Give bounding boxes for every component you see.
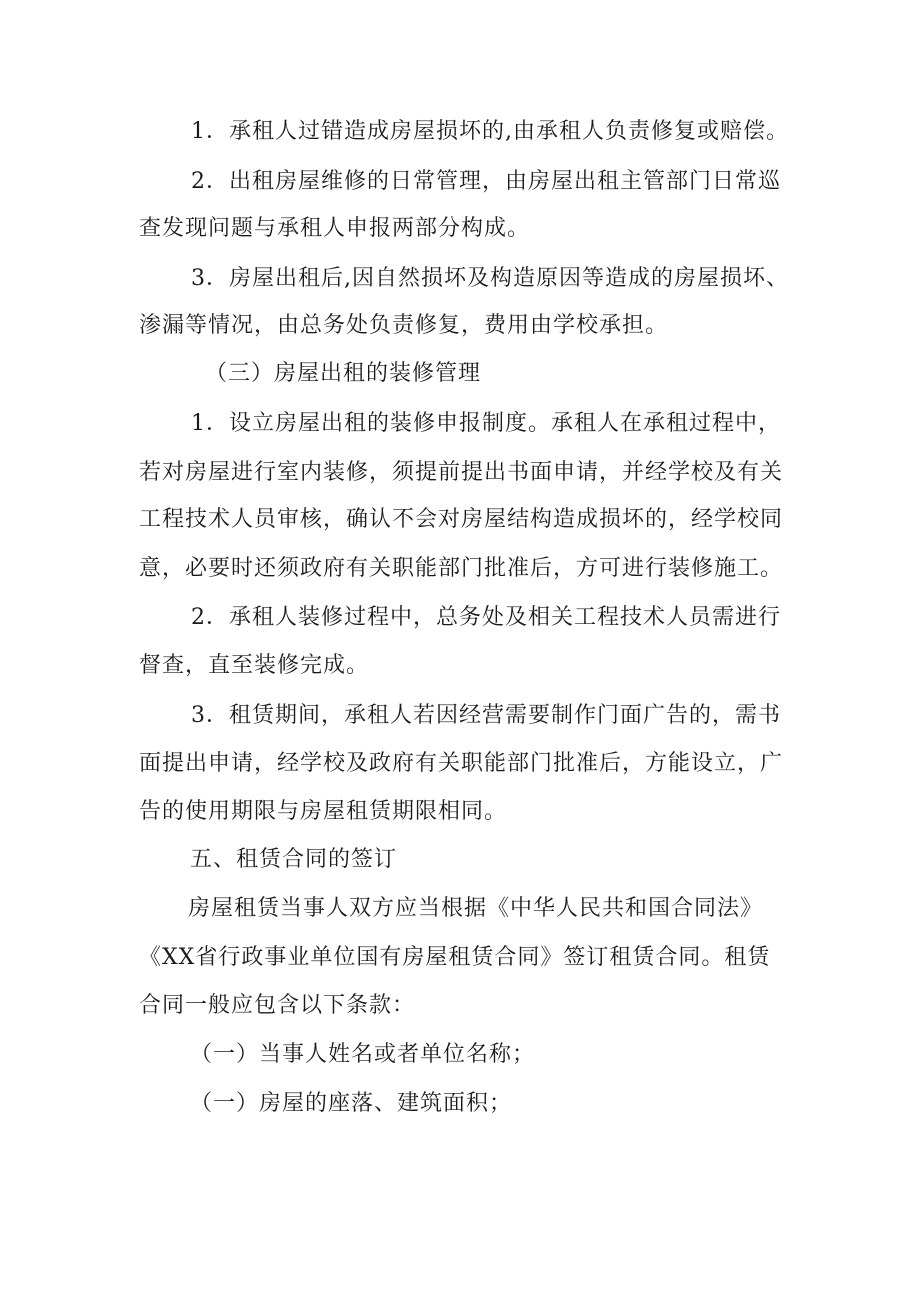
paragraph-line: 2．出租房屋维修的日常管理，由房屋出租主管部门日常巡 (191, 169, 781, 194)
paragraph-line: 查发现问题与承租人申报两部分构成。 (139, 216, 531, 241)
paragraph-line: 督查，直至装修完成。 (139, 653, 370, 678)
paragraph-line: 3．租赁期间，承租人若因经营需要制作门面广告的，需书 (191, 703, 781, 728)
section-heading: 五、租赁合同的签订 (190, 847, 398, 872)
list-item: （一）房屋的座落、建筑面积； (190, 1091, 513, 1116)
paragraph-line: 1．承租人过错造成房屋损坏的,由承租人负责修复或赔偿。 (191, 119, 789, 144)
paragraph-line: 告的使用期限与房屋租赁期限相同。 (139, 799, 508, 824)
section-heading: （三）房屋出租的装修管理 (205, 361, 482, 386)
paragraph-line: 工程技术人员审核，确认不会对房屋结构造成损坏的，经学校同 (139, 507, 784, 532)
list-item: （一）当事人姓名或者单位名称； (190, 1042, 536, 1067)
paragraph-line: 2．承租人装修过程中，总务处及相关工程技术人员需进行 (191, 605, 781, 630)
paragraph-line: 若对房屋进行室内装修，须提前提出书面申请，并经学校及有关 (139, 460, 784, 485)
paragraph-line: 面提出申请，经学校及政府有关职能部门批准后，方能设立，广 (139, 751, 784, 776)
paragraph-line: 3．房屋出租后,因自然损坏及构造原因等造成的房屋损坏、 (191, 266, 789, 291)
paragraph-line: 合同一般应包含以下条款： (139, 993, 416, 1018)
paragraph-line: 意，必要时还须政府有关职能部门批准后，方可进行装修施工。 (139, 556, 784, 581)
paragraph-line: 渗漏等情况，由总务处负责修复，费用由学校承担。 (139, 313, 669, 338)
paragraph-line: 1．设立房屋出租的装修申报制度。承租人在承租过程中， (191, 411, 781, 436)
paragraph-line: 《XX省行政事业单位国有房屋租赁合同》签订租赁合同。租赁 (139, 945, 771, 970)
paragraph-line: 房屋租赁当事人双方应当根据《中华人民共和国合同法》 (188, 896, 764, 921)
